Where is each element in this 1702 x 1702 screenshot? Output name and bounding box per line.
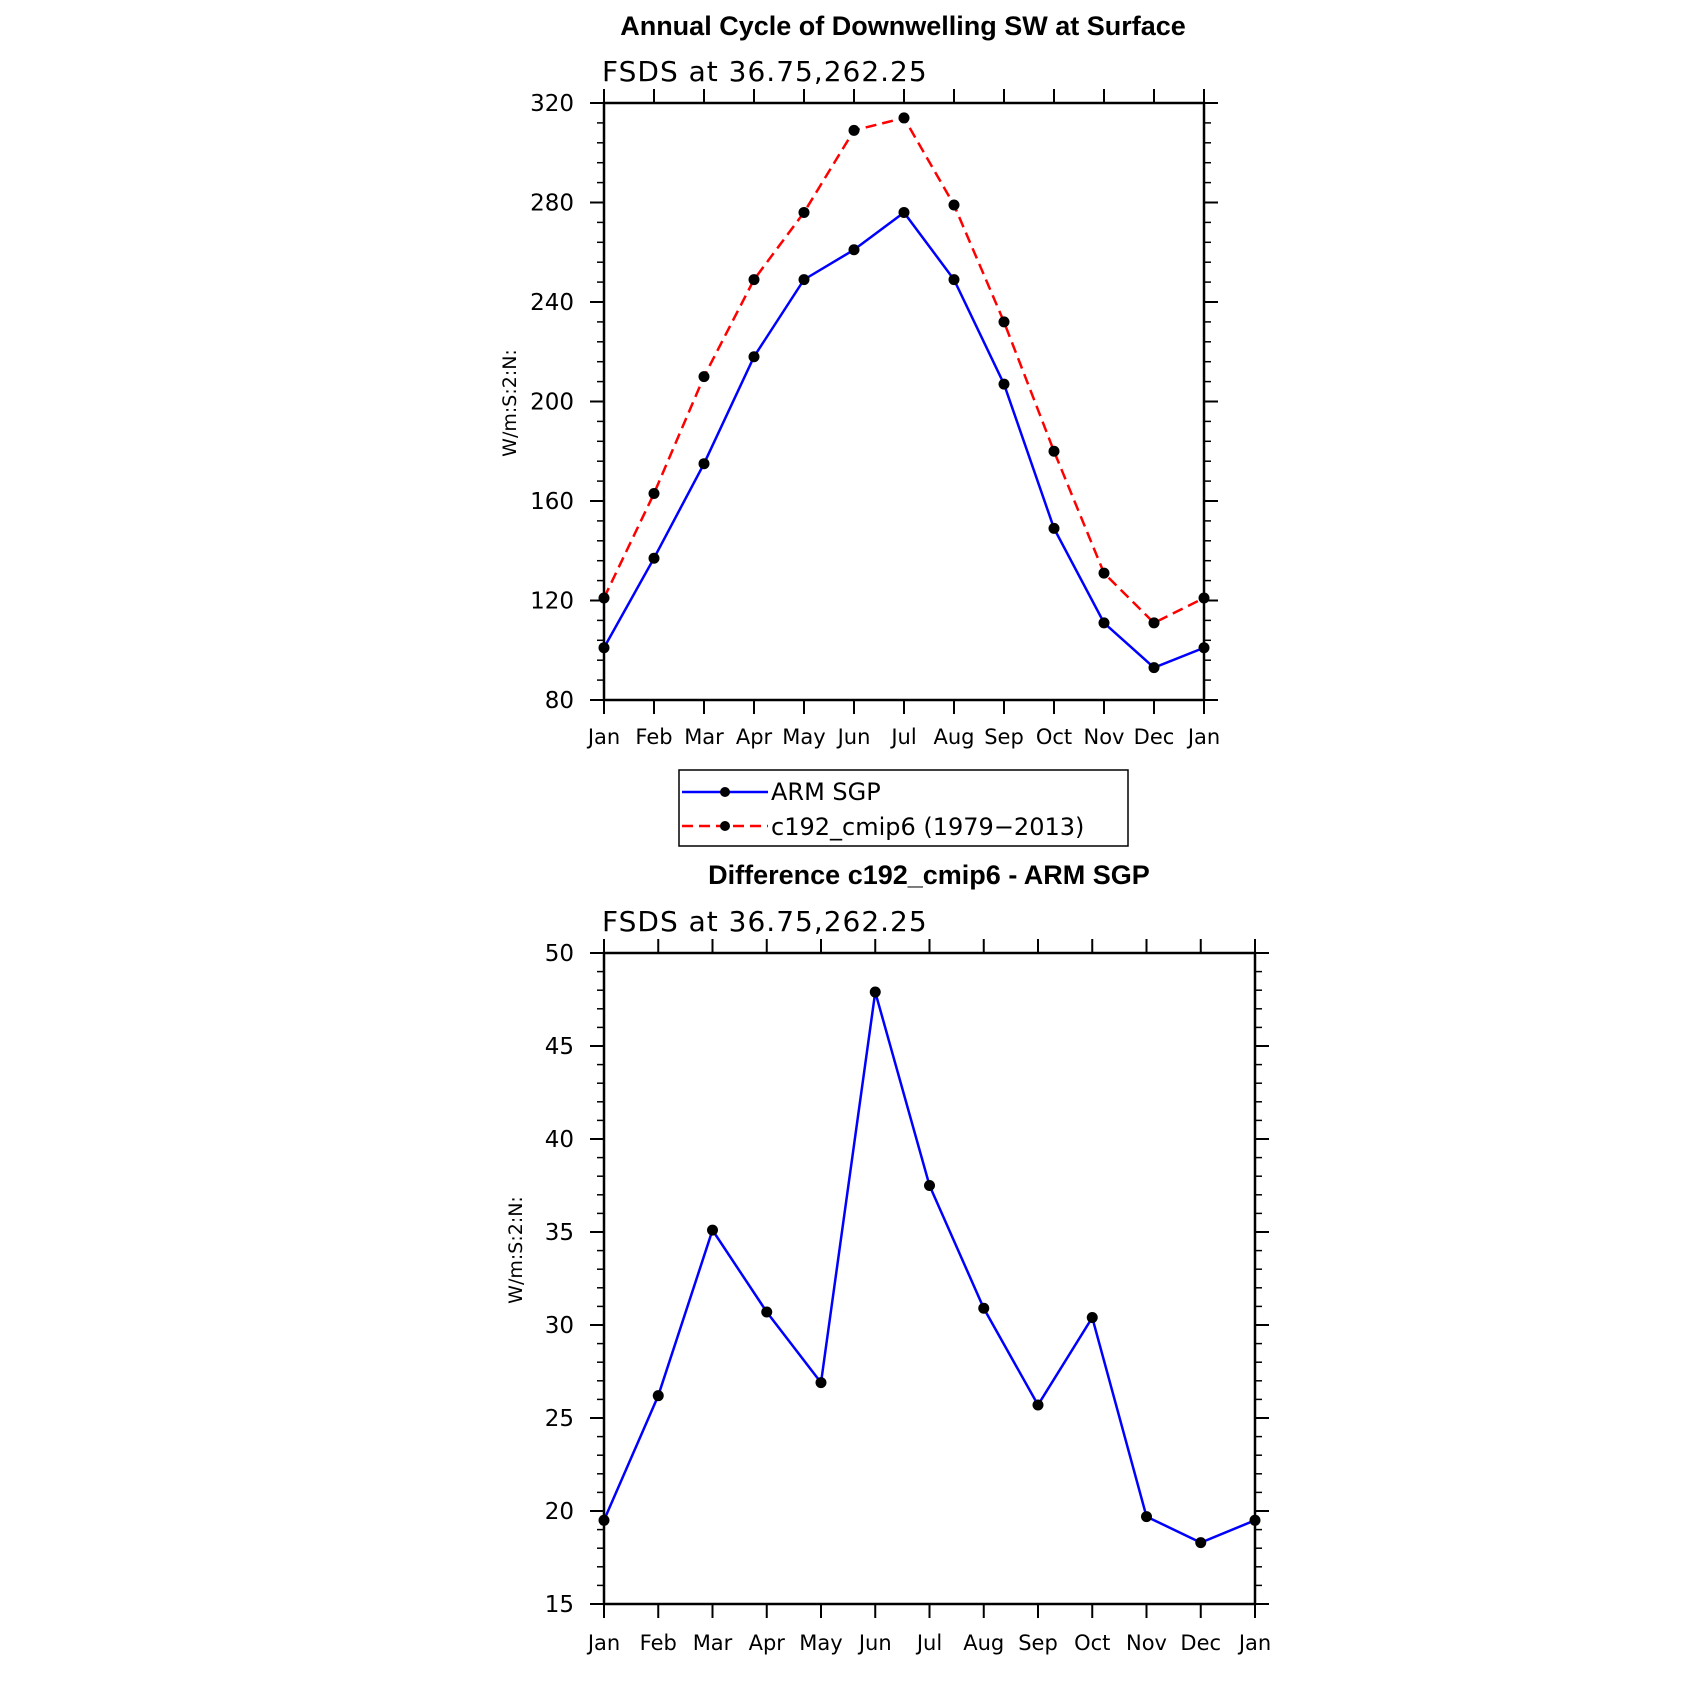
y-tick-label: 50	[544, 941, 574, 967]
y-axis-tick-labels	[530, 91, 574, 714]
chart-title: Annual Cycle of Downwelling SW at Surface	[620, 11, 1186, 41]
y-tick-label: 45	[544, 1034, 574, 1060]
x-tick-label: Jul	[891, 725, 917, 749]
y-tick-label: 30	[544, 1313, 574, 1339]
data-point	[799, 274, 810, 285]
data-point	[899, 112, 910, 123]
x-tick-label: Dec	[1180, 1631, 1222, 1655]
x-tick-label: Feb	[639, 1631, 677, 1655]
legend-marker-arm-sgp	[720, 787, 730, 797]
data-point	[707, 1225, 718, 1236]
y-tick-label: 240	[530, 290, 574, 316]
data-point	[899, 207, 910, 218]
plot-frame	[604, 953, 1255, 1604]
y-tick-label: 35	[544, 1220, 574, 1246]
y-tick-label: 200	[530, 389, 574, 416]
data-point	[816, 1377, 827, 1388]
data-point	[1149, 617, 1160, 628]
data-point	[1199, 642, 1210, 653]
axis-ticks	[590, 89, 1218, 714]
data-point	[1141, 1511, 1152, 1522]
x-axis-tick-labels	[586, 1631, 1271, 1655]
data-point	[649, 488, 660, 499]
data-point	[1149, 662, 1160, 673]
data-point	[749, 351, 760, 362]
data-point	[870, 987, 881, 998]
data-point	[599, 593, 610, 604]
axis-ticks	[590, 939, 1269, 1618]
x-tick-label: Jun	[837, 725, 871, 749]
y-tick-label: 15	[544, 1592, 574, 1618]
x-tick-label: Mar	[684, 725, 724, 749]
x-tick-label: Jul	[916, 1631, 943, 1655]
data-point	[799, 207, 810, 218]
chart-subtitle: FSDS at 36.75,262.25	[602, 905, 928, 938]
series-line-c192-cmip6	[604, 118, 1204, 623]
series-line-arm-sgp	[604, 212, 1204, 667]
x-tick-label: Mar	[692, 1631, 733, 1655]
data-point	[599, 1515, 610, 1526]
data-point	[1250, 1515, 1261, 1526]
data-point	[699, 371, 710, 382]
series-group	[599, 987, 1261, 1549]
chart-annual-cycle	[499, 11, 1220, 749]
y-tick-label: 280	[530, 190, 574, 217]
data-point	[949, 199, 960, 210]
chart-subtitle: FSDS at 36.75,262.25	[602, 55, 928, 88]
x-tick-label: Nov	[1126, 1631, 1167, 1655]
data-point	[1195, 1537, 1206, 1548]
y-tick-label: 20	[544, 1499, 574, 1525]
legend-label-c192-cmip6: c192_cmip6 (1979−2013)	[771, 813, 1085, 841]
data-point	[1199, 593, 1210, 604]
data-point	[1033, 1399, 1044, 1410]
x-tick-label: Aug	[963, 1631, 1005, 1655]
y-tick-label: 120	[530, 588, 574, 615]
x-tick-label: Jan	[587, 1631, 621, 1655]
x-tick-label: Apr	[748, 1631, 785, 1655]
data-point	[761, 1306, 772, 1317]
data-point	[1049, 523, 1060, 534]
x-tick-label: Aug	[933, 725, 975, 749]
x-tick-label: Sep	[1018, 1631, 1058, 1655]
y-tick-label: 40	[544, 1127, 574, 1153]
data-point	[649, 553, 660, 564]
data-point	[749, 274, 760, 285]
y-axis-tick-labels	[545, 941, 574, 1618]
x-tick-label: Oct	[1074, 1631, 1111, 1655]
data-point	[999, 379, 1010, 390]
chart-difference	[505, 860, 1271, 1655]
y-tick-label: 320	[530, 91, 574, 117]
y-tick-label: 160	[530, 489, 574, 515]
y-tick-label: 80	[544, 688, 574, 714]
data-point	[699, 458, 710, 469]
legend	[679, 770, 1128, 846]
chart-title: Difference c192_cmip6 - ARM SGP	[708, 860, 1150, 890]
x-tick-label: Jun	[858, 1631, 892, 1655]
series-line-arm-sgp	[604, 992, 1255, 1543]
data-point	[1099, 617, 1110, 628]
legend-marker-c192-cmip6	[720, 821, 730, 831]
data-point	[849, 125, 860, 136]
x-tick-label: Sep	[984, 725, 1024, 749]
x-tick-label: Jan	[1238, 1631, 1272, 1655]
data-point	[599, 642, 610, 653]
plot-frame	[604, 103, 1204, 700]
x-tick-label: Feb	[635, 725, 673, 749]
x-tick-label: Nov	[1083, 725, 1125, 749]
data-point	[1049, 446, 1060, 457]
legend-label-arm-sgp: ARM SGP	[771, 778, 881, 806]
y-axis-label: W/m:S:2:N:	[505, 1196, 527, 1304]
data-point	[849, 244, 860, 255]
y-tick-label: 25	[544, 1406, 574, 1432]
x-tick-label: Oct	[1035, 725, 1073, 749]
data-point	[949, 274, 960, 285]
data-point	[1087, 1312, 1098, 1323]
data-point	[653, 1390, 664, 1401]
y-axis-label: W/m:S:2:N:	[499, 349, 521, 457]
x-tick-label: Jan	[587, 725, 621, 749]
data-point	[924, 1180, 935, 1191]
x-tick-label: Dec	[1133, 725, 1175, 749]
data-point	[999, 316, 1010, 327]
data-point	[1099, 568, 1110, 579]
data-point	[978, 1303, 989, 1314]
x-tick-label: May	[799, 1631, 843, 1655]
x-tick-label: Apr	[735, 725, 773, 749]
x-tick-label: May	[782, 725, 826, 749]
series-group	[599, 112, 1210, 673]
x-tick-label: Jan	[1187, 725, 1221, 749]
x-axis-tick-labels	[586, 725, 1220, 749]
